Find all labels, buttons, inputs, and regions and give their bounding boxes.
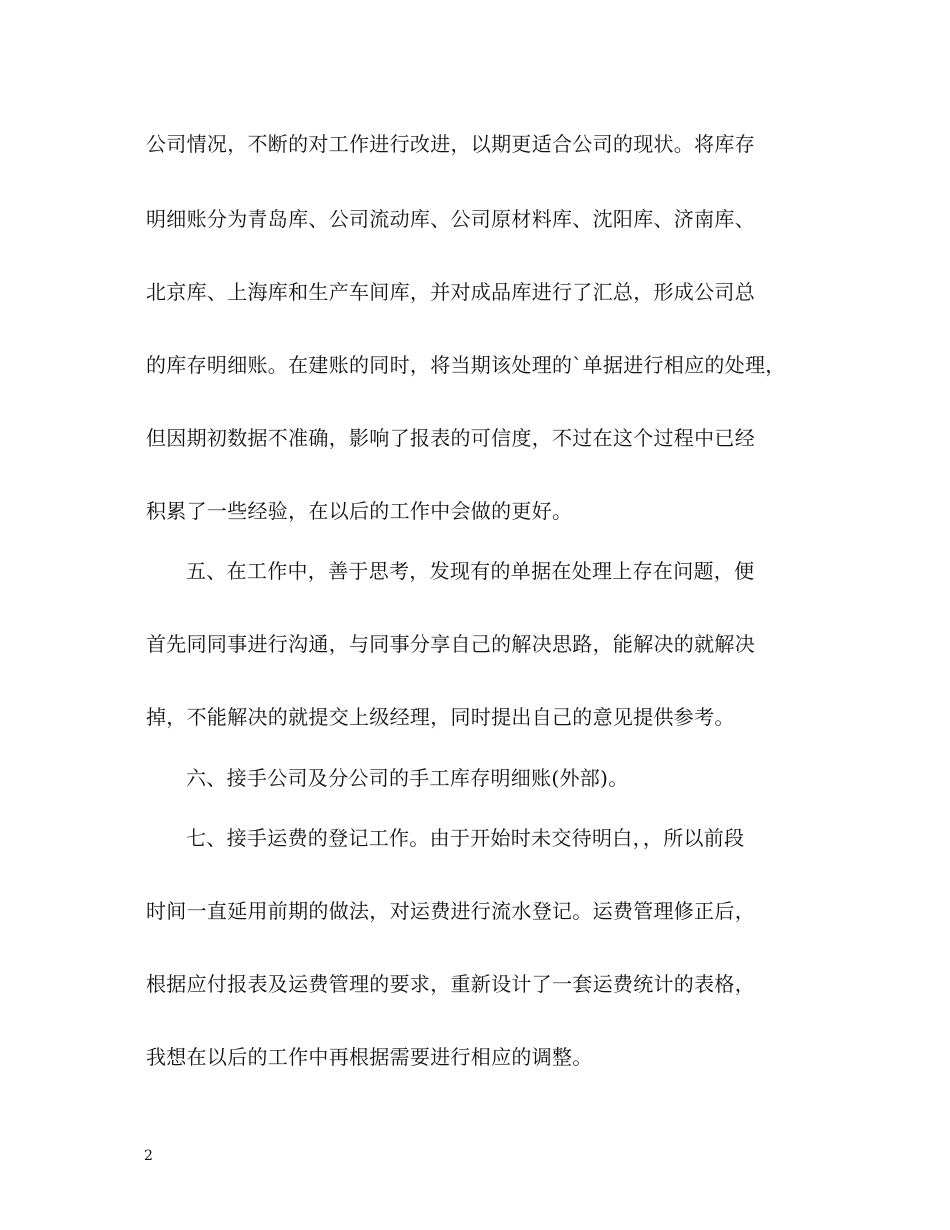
paragraph-six: 六、接手公司及分公司的手工库存明细账(外部)。: [186, 766, 629, 790]
text-line: 公司情况，不断的对工作进行改进，以期更适合公司的现状。将库存: [146, 132, 755, 156]
text-line: 北京库、上海库和生产车间库，并对成品库进行了汇总，形成公司总: [146, 280, 755, 304]
page-number: 2: [144, 1148, 153, 1164]
text-line: 的库存明细账。在建账的同时，将当期该处理的`单据进行相应的处理，: [146, 353, 786, 377]
text-line: 但因期初数据不准确，影响了报表的可信度，不过在这个过程中已经: [146, 426, 755, 450]
text-line: 根据应付报表及运费管理的要求，重新设计了一套运费统计的表格，: [146, 972, 755, 996]
text-line: 积累了一些经验，在以后的工作中会做的更好。: [146, 499, 573, 523]
paragraph-five-start: 五、在工作中，善于思考，发现有的单据在处理上存在问题，便: [186, 559, 755, 583]
text-line: 首先同同事进行沟通，与同事分享自己的解决思路，能解决的就解决: [146, 632, 755, 656]
text-line: 时间一直延用前期的做法，对运费进行流水登记。运费管理修正后，: [146, 899, 755, 923]
text-line: 我想在以后的工作中再根据需要进行相应的调整。: [146, 1045, 593, 1069]
text-line: 掉，不能解决的就提交上级经理，同时提出自己的意见提供参考。: [146, 705, 735, 729]
paragraph-seven-start: 七、接手运费的登记工作。由于开始时未交待明白，，所以前段: [186, 826, 745, 850]
text-line: 明细账分为青岛库、公司流动库、公司原材料库、沈阳库、济南库、: [146, 207, 755, 231]
